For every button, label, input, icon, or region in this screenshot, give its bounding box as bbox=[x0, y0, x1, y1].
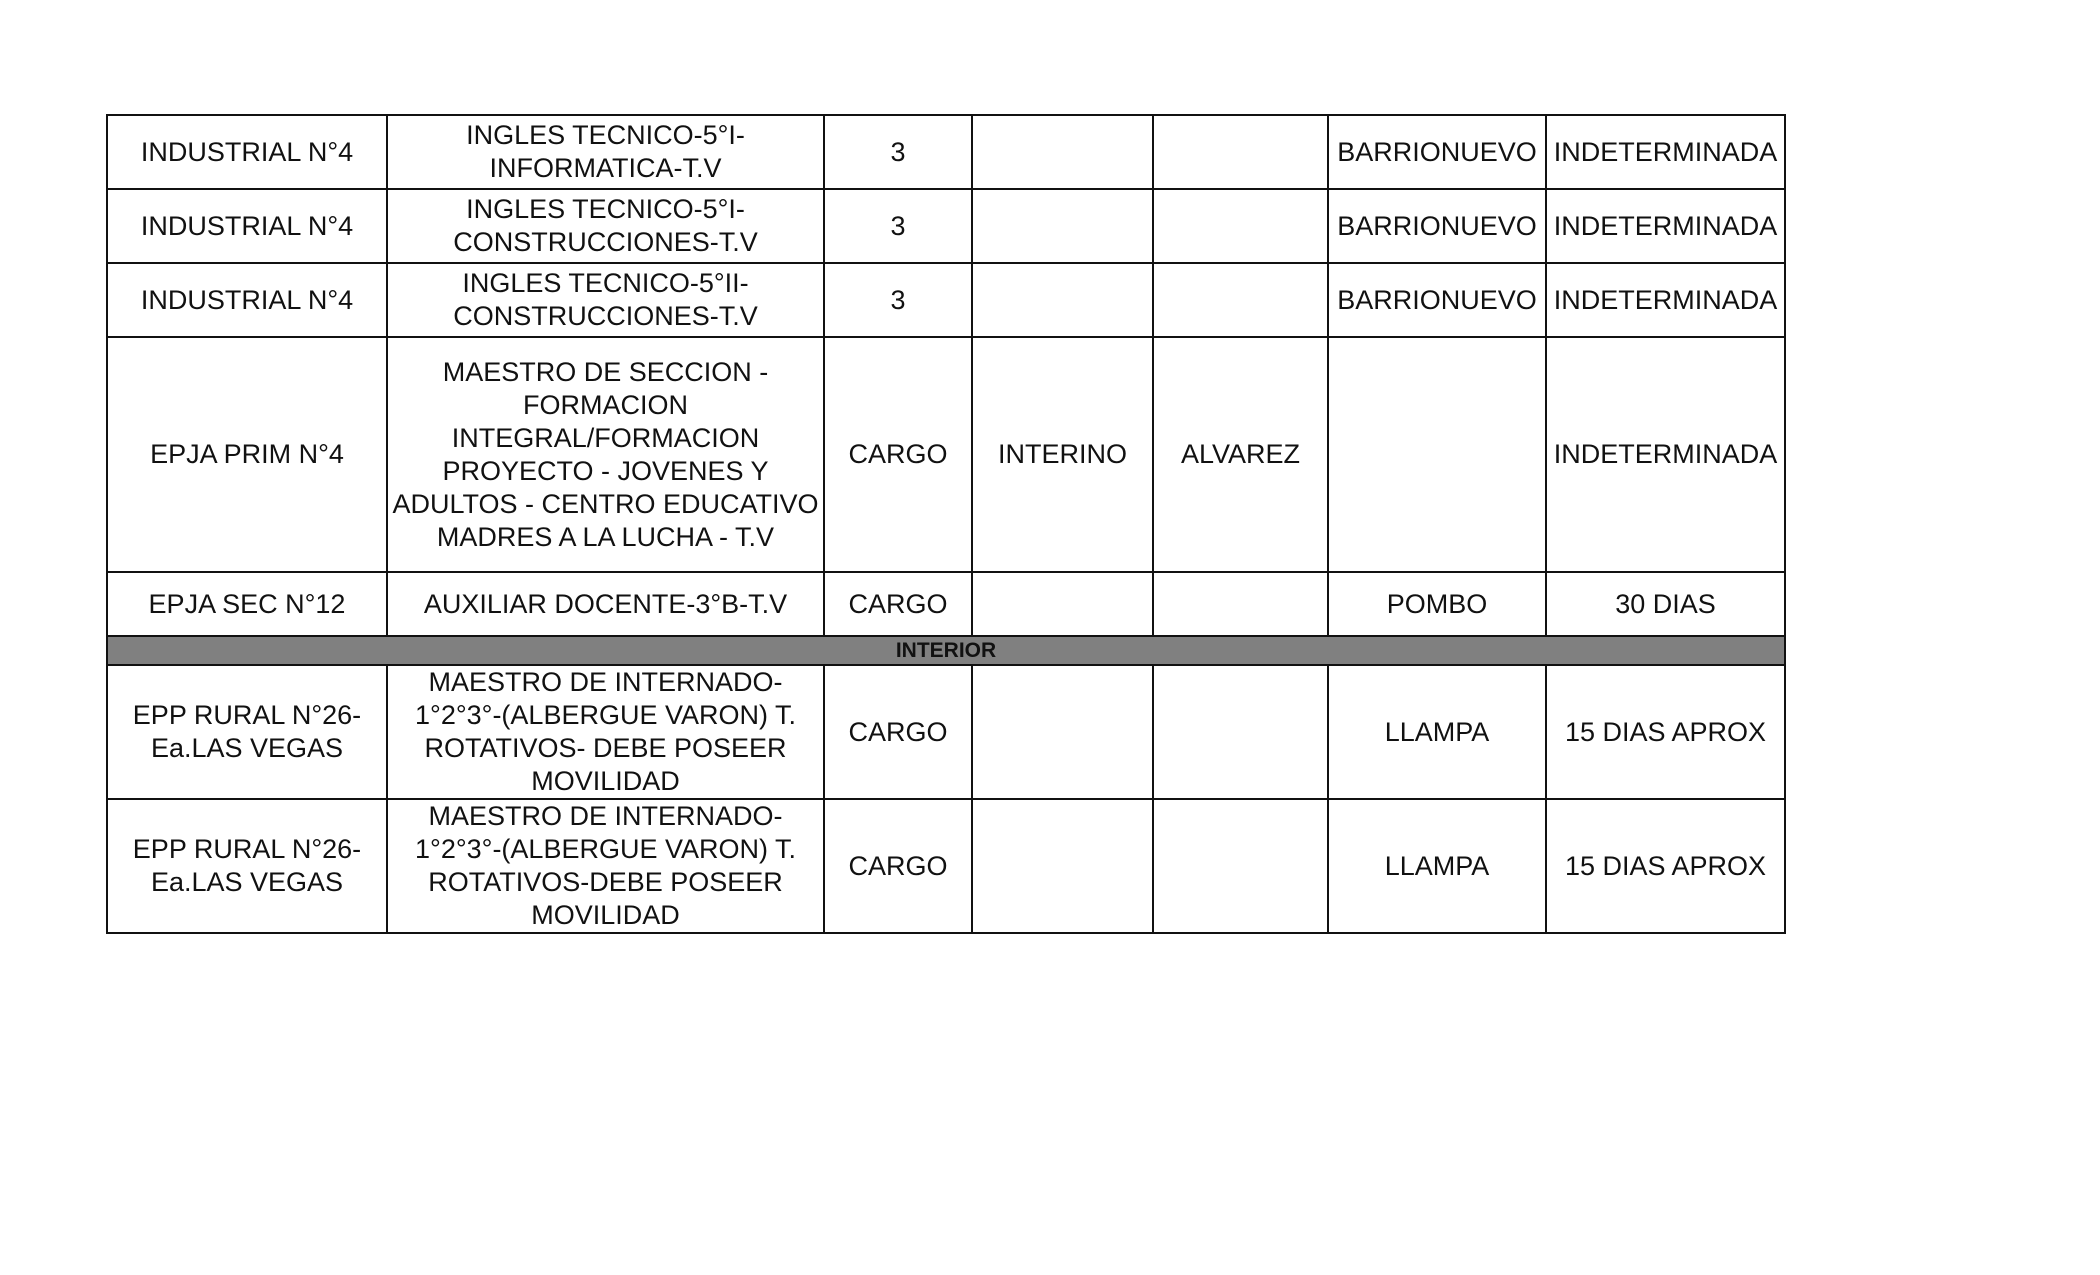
cell-cantidad: 3 bbox=[824, 263, 972, 337]
cell-duracion: INDETERMINADA bbox=[1546, 337, 1785, 572]
cell-descripcion: INGLES TECNICO-5°II-CONSTRUCCIONES-T.V bbox=[387, 263, 824, 337]
cell-caracter bbox=[972, 572, 1153, 636]
table-row bbox=[107, 572, 1785, 636]
cell-escuela: INDUSTRIAL N°4 bbox=[107, 189, 387, 263]
table-row bbox=[107, 189, 1785, 263]
cell-cantidad: 3 bbox=[824, 189, 972, 263]
cell-cantidad: CARGO bbox=[824, 572, 972, 636]
cell-caracter bbox=[972, 115, 1153, 189]
cell-suplente: LLAMPA bbox=[1328, 665, 1546, 799]
cell-escuela: EPJA PRIM N°4 bbox=[107, 337, 387, 572]
cell-duracion: INDETERMINADA bbox=[1546, 189, 1785, 263]
cell-cantidad: 3 bbox=[824, 115, 972, 189]
table-row bbox=[107, 799, 1785, 933]
cell-caracter bbox=[972, 665, 1153, 799]
cell-escuela: EPJA SEC N°12 bbox=[107, 572, 387, 636]
cell-titular bbox=[1153, 572, 1328, 636]
cell-escuela: INDUSTRIAL N°4 bbox=[107, 263, 387, 337]
cell-descripcion: AUXILIAR DOCENTE-3°B-T.V bbox=[387, 572, 824, 636]
cell-caracter: INTERINO bbox=[972, 337, 1153, 572]
section-header-row bbox=[107, 636, 1785, 665]
cell-caracter bbox=[972, 799, 1153, 933]
table-row bbox=[107, 337, 1785, 572]
cell-cantidad: CARGO bbox=[824, 665, 972, 799]
cell-duracion: INDETERMINADA bbox=[1546, 115, 1785, 189]
cell-caracter bbox=[972, 263, 1153, 337]
cell-descripcion: MAESTRO DE INTERNADO-1°2°3°-(ALBERGUE VARON) T. ROTATIVOS-DEBE POSEER MOVILIDAD bbox=[387, 799, 824, 933]
cell-descripcion: MAESTRO DE INTERNADO-1°2°3°-(ALBERGUE VARON) T. ROTATIVOS- DEBE POSEER MOVILIDAD bbox=[387, 665, 824, 799]
cell-caracter bbox=[972, 189, 1153, 263]
cell-titular bbox=[1153, 665, 1328, 799]
cell-descripcion: INGLES TECNICO-5°I-CONSTRUCCIONES-T.V bbox=[387, 189, 824, 263]
cell-suplente: POMBO bbox=[1328, 572, 1546, 636]
cell-descripcion: MAESTRO DE SECCION - FORMACION INTEGRAL/FORMACION PROYECTO - JOVENES Y ADULTOS - CENTRO EDUCATIVO MADRES A LA LUCHA - T.V bbox=[387, 337, 824, 572]
cell-duracion: 15 DIAS APROX bbox=[1546, 799, 1785, 933]
cell-titular bbox=[1153, 189, 1328, 263]
cell-suplente: LLAMPA bbox=[1328, 799, 1546, 933]
table-row bbox=[107, 665, 1785, 799]
cell-escuela: EPP RURAL N°26-Ea.LAS VEGAS bbox=[107, 799, 387, 933]
cell-duracion: 15 DIAS APROX bbox=[1546, 665, 1785, 799]
cell-suplente bbox=[1328, 337, 1546, 572]
cell-suplente: BARRIONUEVO bbox=[1328, 115, 1546, 189]
cell-cantidad: CARGO bbox=[824, 337, 972, 572]
cell-titular bbox=[1153, 799, 1328, 933]
table-row bbox=[107, 263, 1785, 337]
cell-cantidad: CARGO bbox=[824, 799, 972, 933]
cell-escuela: INDUSTRIAL N°4 bbox=[107, 115, 387, 189]
cell-suplente: BARRIONUEVO bbox=[1328, 189, 1546, 263]
cell-titular bbox=[1153, 263, 1328, 337]
cell-titular bbox=[1153, 115, 1328, 189]
table-row bbox=[107, 115, 1785, 189]
section-label: INTERIOR bbox=[107, 636, 1785, 665]
cell-suplente: BARRIONUEVO bbox=[1328, 263, 1546, 337]
cell-duracion: 30 DIAS bbox=[1546, 572, 1785, 636]
cell-descripcion: INGLES TECNICO-5°I-INFORMATICA-T.V bbox=[387, 115, 824, 189]
cell-duracion: INDETERMINADA bbox=[1546, 263, 1785, 337]
vacancy-table bbox=[106, 114, 1786, 934]
cell-escuela: EPP RURAL N°26-Ea.LAS VEGAS bbox=[107, 665, 387, 799]
cell-titular: ALVAREZ bbox=[1153, 337, 1328, 572]
